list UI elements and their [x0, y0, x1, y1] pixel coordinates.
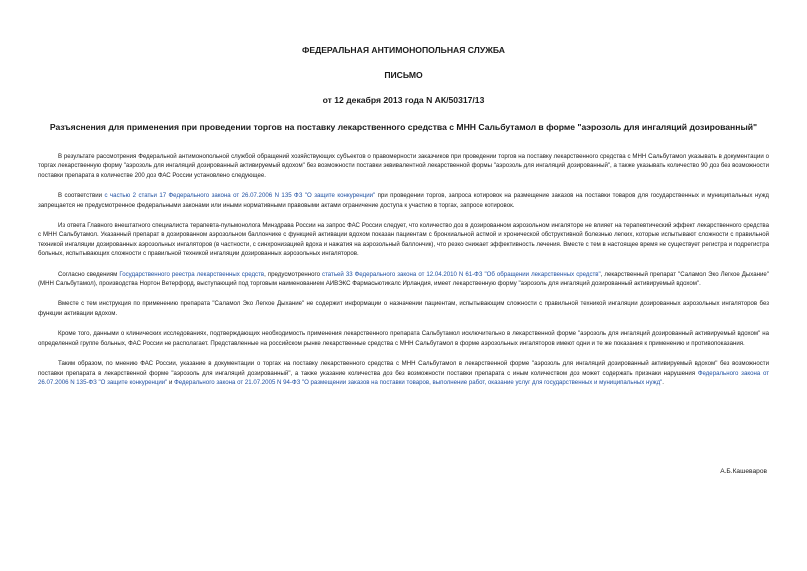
paragraph-6: Кроме того, данными о клинических исследованиях, подтверждающих необходимость применения лекарственного препарата Сальбутамол исключительно в лекарственной форме "аэрозоль для ингаляций дозированный активируемый вдохом" на определенной группе больных, ФАС России не располагает. Представленные на российском рынке лекарственные средства с МНН Сальбутамол в форме аэрозольных ингаляторов имеют одни и те же показания к применению и противопоказания. — [38, 330, 769, 347]
link-competition-law-art17[interactable]: с частью 2 статьи 17 Федерального закона от 26.07.2006 N 135 ФЗ "О защите конкуренции" — [104, 192, 376, 200]
paragraph-7-text-1: Таким образом, по мнению ФАС России, указание в документации о торгах на поставку лекарственного средства с МНН Сальбутамол в лекарственной форме "аэрозоль для ингаляций дозированный активируемый вдохом" без возможности поставки препарата в лекарственной форме "аэрозоль для ингаляций дозированный", а также указание количества доз без возможности поставки препарата с иным количеством доз может содержать признаки нарушения — [38, 360, 769, 377]
paragraph-3: Из ответа Главного внештатного специалиста терапевта-пульмонолога Минздрава России на запрос ФАС России следует, что количество доз в дозированном аэрозольном ингаляторе не влияет на терапевтический эффект лекарственного средства с МНН Сальбутамол. Указанный препарат в дозированном аэрозольном баллончике с функцией активации вдохом показан пациентам с бронхиальной астмой и хронической обструктивной болезнью легких, которые испытывают сложности с правильной техникой ингаляции дозированных аэрозольных ингаляторов (в частности, с синхронизацией вдоха и нажатия на аэрозольный баллончик), что резко снижает эффективность лечения. Вместе с тем в настоящее время не существует регистра и подрегистра больных, испытывающих сложности с правильной техникой ингаляции дозированных аэрозольных ингаляторов. — [38, 222, 769, 258]
document-date-number: от 12 декабря 2013 года N АК/50317/13 — [322, 95, 485, 105]
document-type: ПИСЬМО — [384, 70, 423, 80]
paragraph-7-text-2: и — [167, 378, 175, 386]
link-drug-circulation-law-art33[interactable]: статьей 33 Федерального закона от 12.04.2010 N 61-ФЗ "Об обращении лекарственных средств" — [322, 270, 601, 278]
paragraph-4 — [38, 270, 769, 289]
paragraph-2-text-2: при проведении торгов, запроса котировок на размещение заказов на поставки товаров для государственных и муниципальных нужд запрещается не предусмотренное федеральными законами или иными нормативными правовыми актами ограничение доступа к участию в торгах, запросе котировок. — [38, 192, 769, 209]
paragraph-2-text-1: В соответствии — [58, 192, 105, 200]
paragraph-4-text-1: Согласно сведениям — [58, 270, 120, 278]
paragraph-7 — [38, 359, 769, 387]
link-competition-law[interactable]: Федерального закона от 26.07.2006 N 135-ФЗ "О защите конкуренции" — [38, 369, 769, 386]
document-title: Разъяснения для применения при проведении торгов на поставку лекарственного средства с МНН Сальбутамол в форме "аэрозоль для ингаляций дозированный" — [49, 122, 758, 132]
paragraph-5: Вместе с тем инструкция по применению препарата "Саламол Эко Легкое Дыхание" не содержит информации о назначении пациентам, испытывающим сложности с правильной техникой ингаляции дозированных аэрозольных ингаляторов без функции активации вдохом. — [38, 300, 769, 317]
signature: А.Б.Кашеваров — [720, 468, 767, 475]
paragraph-4-text-3: , лекарственный препарат "Саламол Эко Легкое Дыхание" (МНН Сальбутамол), производства Нортон Ветерфорд, выступающий под торговым наименованием АИВЭКС Фармасьютикалс Ирландия, имеет лекарственную форму "аэрозоль для ингаляций дозированный активируемый вдохом". — [38, 270, 769, 288]
link-procurement-law-94fz[interactable]: Федерального закона от 21.07.2005 N 94-ФЗ "О размещении заказов на поставки товаров, выполнение работ, оказание услуг для государственных и муниципальных нужд" — [174, 378, 663, 386]
organization-name: ФЕДЕРАЛЬНАЯ АНТИМОНОПОЛЬНАЯ СЛУЖБА — [302, 45, 505, 55]
paragraph-2 — [38, 191, 769, 210]
paragraph-1: В результате рассмотрения Федеральной антимонопольной службой обращений хозяйствующих субъектов о правомерности заказчиков при проведении торгов на поставку лекарственного средства с МНН Сальбутамол указывать в документации о торгах лекарственную форму "аэрозоль для ингаляций дозированный активируемый вдохом" без возможности поставки эквивалентной лекарственной формы "аэрозоль для ингаляций дозированный", а также указывать количество 90 доз без возможности поставки препарата в количестве 200 доз ФАС России установлено следующее. — [38, 153, 769, 179]
paragraph-7-text-3: . — [662, 378, 664, 386]
document-body — [38, 152, 769, 398]
paragraph-4-text-2: , предусмотренного — [264, 270, 323, 278]
link-drug-registry[interactable]: Государственного реестра лекарственных средств — [119, 270, 265, 278]
